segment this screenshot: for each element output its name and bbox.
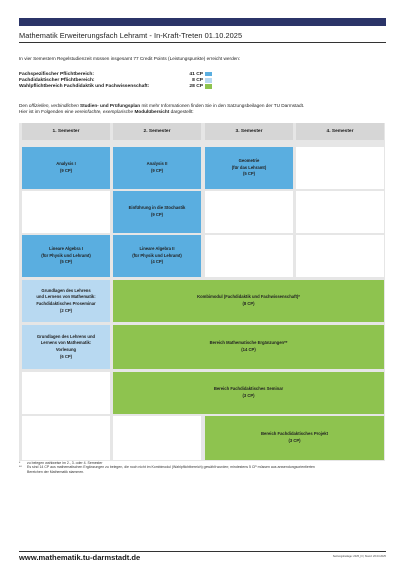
footnote-text: Es sind 14 CP aus mathematischen Ergänzungen zu belegen, die noch nicht im Kombimodul (Wahlpflichtbereich) gewählt wurden; mindestens 5 CP müssen aus anwendungsorientierten: [27, 465, 315, 470]
module-vorlesung: [22, 325, 110, 369]
module-title: Vorlesung: [55, 347, 77, 352]
empty-cell: [205, 235, 293, 277]
desc-bold: Modulübersicht: [133, 109, 170, 115]
module-cp: (3 CP): [242, 393, 255, 398]
module-cp: (9 CP): [150, 168, 164, 173]
credit-value: 8 CP: [192, 77, 203, 83]
footer-url-link[interactable]: www.mathematik.tu-darmstadt.de: [19, 553, 141, 562]
module-stochastik: [113, 191, 201, 233]
empty-cell: [22, 416, 110, 460]
semester-header: 2. Semester: [113, 123, 201, 140]
footnotes: [19, 461, 315, 474]
desc-text: dargestellt:: [169, 109, 194, 115]
empty-cell: [296, 147, 384, 189]
module-cp: (3 CP): [288, 438, 301, 443]
module-subtitle: (für das Lehramt): [231, 164, 267, 170]
module-title: Geometrie: [238, 158, 260, 164]
module-title: Bereich Fachdidaktisches Projekt: [260, 431, 329, 437]
credit-value: 28 CP: [189, 84, 203, 90]
desc-italic: vereinfachte, exemplarische: [74, 109, 134, 115]
header: [19, 31, 386, 43]
footer-meta: Satzungsbeilage: 2025_III | Stand: 26.03.2025: [332, 555, 386, 558]
empty-cell: [22, 372, 110, 414]
module-cp: (14 CP): [241, 347, 256, 352]
module-cp: (9 CP): [59, 168, 73, 173]
module-proseminar: [22, 280, 110, 322]
description-line-2: [19, 109, 304, 115]
module-cp: (8 CP): [242, 301, 255, 306]
module-cp: (2 CP): [59, 307, 73, 313]
module-title: Grundlagen des Lehrens und: [36, 333, 96, 339]
module-title: Lernens von Mathematik:: [40, 340, 92, 346]
module-title: Bereich Mathematische Ergänzungen**: [209, 340, 288, 346]
module-cp: (6 CP): [59, 353, 73, 359]
module-analysis-1: [22, 147, 110, 189]
module-fachdidaktisches-projekt: [205, 416, 384, 460]
module-title: Analysis I: [56, 161, 76, 167]
description: [19, 103, 304, 116]
credit-label: Fachdidaktischer Pflichtbereich:: [19, 77, 95, 83]
module-math-ergaenzungen: [113, 325, 384, 369]
module-cp: (9 CP): [150, 212, 164, 217]
module-fachdidaktisches-seminar: [113, 372, 384, 414]
credit-row: [19, 71, 212, 77]
module-cp: (5 CP): [59, 259, 73, 265]
desc-text: Den: [19, 103, 29, 108]
footnote-mark: *: [19, 461, 21, 465]
credit-row: [19, 84, 212, 90]
semester-header: 1. Semester: [22, 123, 110, 140]
module-title: Lineare Algebra I: [49, 246, 83, 252]
module-geometrie: [205, 147, 293, 189]
intro-text: In vier Semestern Regelstudienzeit müssen insgesamt 77 Credit Points (Leistungspunkte) erreicht werden:: [19, 56, 241, 61]
color-swatch: [205, 72, 212, 77]
credit-row: [19, 77, 212, 83]
credit-summary: [19, 71, 212, 90]
footnote: [19, 470, 315, 474]
module-linear-algebra-1: [22, 235, 110, 277]
top-accent-bar: [19, 18, 386, 26]
empty-cell: [113, 416, 201, 460]
module-title: Analysis II: [146, 161, 168, 167]
module-title: Lineare Algebra II: [139, 246, 175, 252]
module-cp: (4 CP): [150, 259, 164, 265]
desc-italic: offiziellen, verbindlichen: [28, 103, 79, 108]
footnote-mark: [19, 470, 27, 474]
module-linear-algebra-2: [113, 235, 201, 277]
module-title: Einführung in die Stochastik: [128, 205, 186, 211]
module-subtitle: (für Physik und Lehramt): [132, 252, 182, 258]
semester-header: 4. Semester: [296, 123, 384, 140]
desc-text: mit mehr Informationen finden Sie in den Satzungsbeilagen der TU Darmstadt.: [140, 103, 305, 108]
module-cp: (5 CP): [242, 171, 256, 177]
footnote-text: Bereichen der Mathematik stammen.: [27, 469, 85, 474]
empty-cell: [205, 191, 293, 233]
credit-label: Wahlpflichtbereich Fachdidaktik und Fachwissenschaft:: [19, 84, 150, 90]
empty-cell: [296, 235, 384, 277]
module-subtitle: (für Physik und Lehramt): [41, 252, 91, 258]
color-swatch: [205, 78, 212, 83]
footnote-text: zu belegen wahlweise im 2., 3. oder 4. Semester: [27, 461, 103, 465]
page-title: Mathematik Erweiterungsfach Lehramt - In-Kraft-Treten 01.10.2025: [19, 31, 243, 40]
footer-divider: [19, 551, 386, 552]
module-title: und Lernens von Mathematik:: [36, 294, 96, 300]
module-title: Grundlagen des Lehrens: [41, 287, 91, 293]
credit-label: Fachspezifischer Pflichtbereich:: [19, 71, 95, 77]
module-overview-table: [19, 123, 385, 461]
semester-header: 3. Semester: [205, 123, 293, 140]
module-analysis-2: [113, 147, 201, 189]
module-kombimodul: [113, 280, 384, 322]
desc-text: Hier ist im Folgenden eine: [19, 109, 75, 115]
credit-value: 41 CP: [189, 71, 203, 77]
module-title: Fachdidaktisches Proseminar: [36, 301, 96, 306]
footnote-mark: **: [19, 465, 22, 470]
module-title: Bereich Fachdidaktisches Seminar: [213, 386, 284, 392]
desc-bold: Studien- und Prüfungsplan: [78, 103, 141, 108]
empty-cell: [296, 191, 384, 233]
empty-cell: [22, 191, 110, 233]
color-swatch: [205, 84, 212, 89]
module-title: Kombimodul (Fachdidaktik und Fachwissenschaft)*: [197, 294, 300, 300]
